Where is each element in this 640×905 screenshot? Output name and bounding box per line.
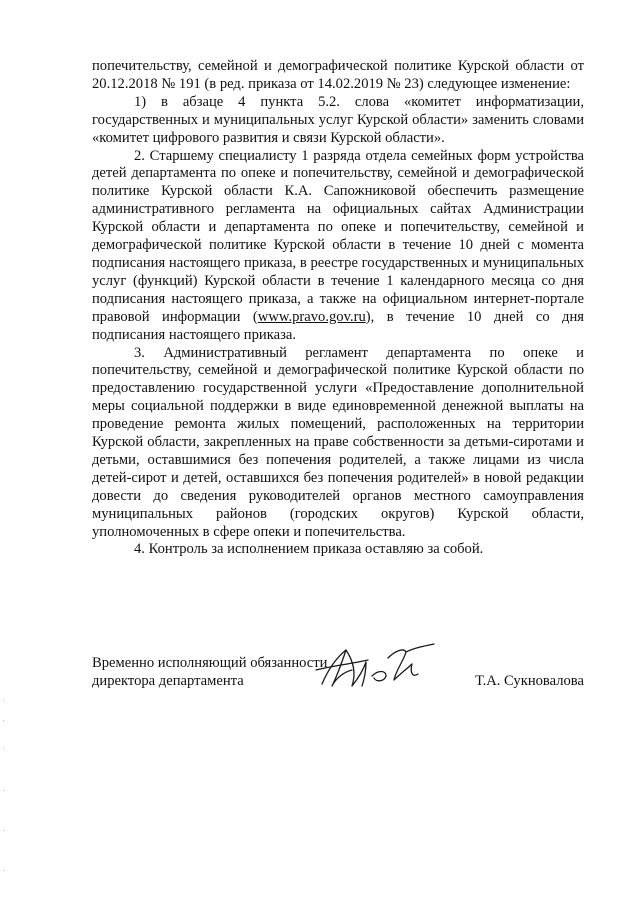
signature-block [92,654,584,704]
signatory-position-line-2: директора департамента [92,673,244,689]
item-4-paragraph: 4. Контроль за исполнением приказа оставляю за собой. [134,541,484,558]
handwritten-signature-icon [302,640,442,700]
document-body [92,58,584,559]
item-1-1-paragraph: 1) в абзаце 4 пункта 5.2. слова «комитет информатизации, государственных и муниципальных услуг Курской области» заменить словами «комитет цифрового развития и связи Курской области». [92,93,584,146]
pravo-gov-link[interactable]: www.pravo.gov.ru [257,308,366,325]
item-2-text-after-link: ), в течение 10 дней со дня подписания настоящего приказа. [92,308,584,343]
intro-paragraph: попечительству, семейной и демографической политике Курской области от 20.12.2018 № 191 (в ред. приказа от 14.02.2019 № 23) следующее изменение: [92,58,584,92]
item-3-paragraph: 3. Административный регламент департамента по опеке и попечительству, семейной и демографической политике Курской области по предоставлению государственной услуги «Предоставление дополнительной меры социальной поддержки в виде единовременной денежной выплаты на проведение ремонта жилых помещений, расположенных на территории Курской области, закрепленных на праве собственности за детьми-сиротами и детьми, оставшимися без попечения родителей, а также лицами из числа детей-сирот и детей, оставшихся без попечения родителей» в новой редакции довести до сведения руководителей органов местного самоуправления муниципальных районов (городских округов) Курской области, уполномоченных в сфере опеки и попечительства. [92,344,584,540]
scan-edge-marks [3,700,5,900]
item-2-text-before-link: 2. Старшему специалисту 1 разряда отдела семейных форм устройства детей департамента по опеке и попечительству, семейной и демографической политике Курской области К.А. Сапожниковой обеспечить размещение административного регламента на официальных сайтах Администрации Курской области и департамента по опеке и попечительству, семейной и демографической политике Курской области в течение 10 дней с момента подписания настоящего приказа, в реестре государственных и муниципальных услуг (функций) Курской области в течение 1 календарного месяца со дня подписания настоящего приказа, а также на официальном интернет-портале правовой информации ( [92,147,584,325]
item-2-paragraph [92,148,584,345]
signatory-position-line-1: Временно исполняющий обязанности [92,655,328,671]
signatory-name: Т.А. Сукновалова [475,673,584,689]
